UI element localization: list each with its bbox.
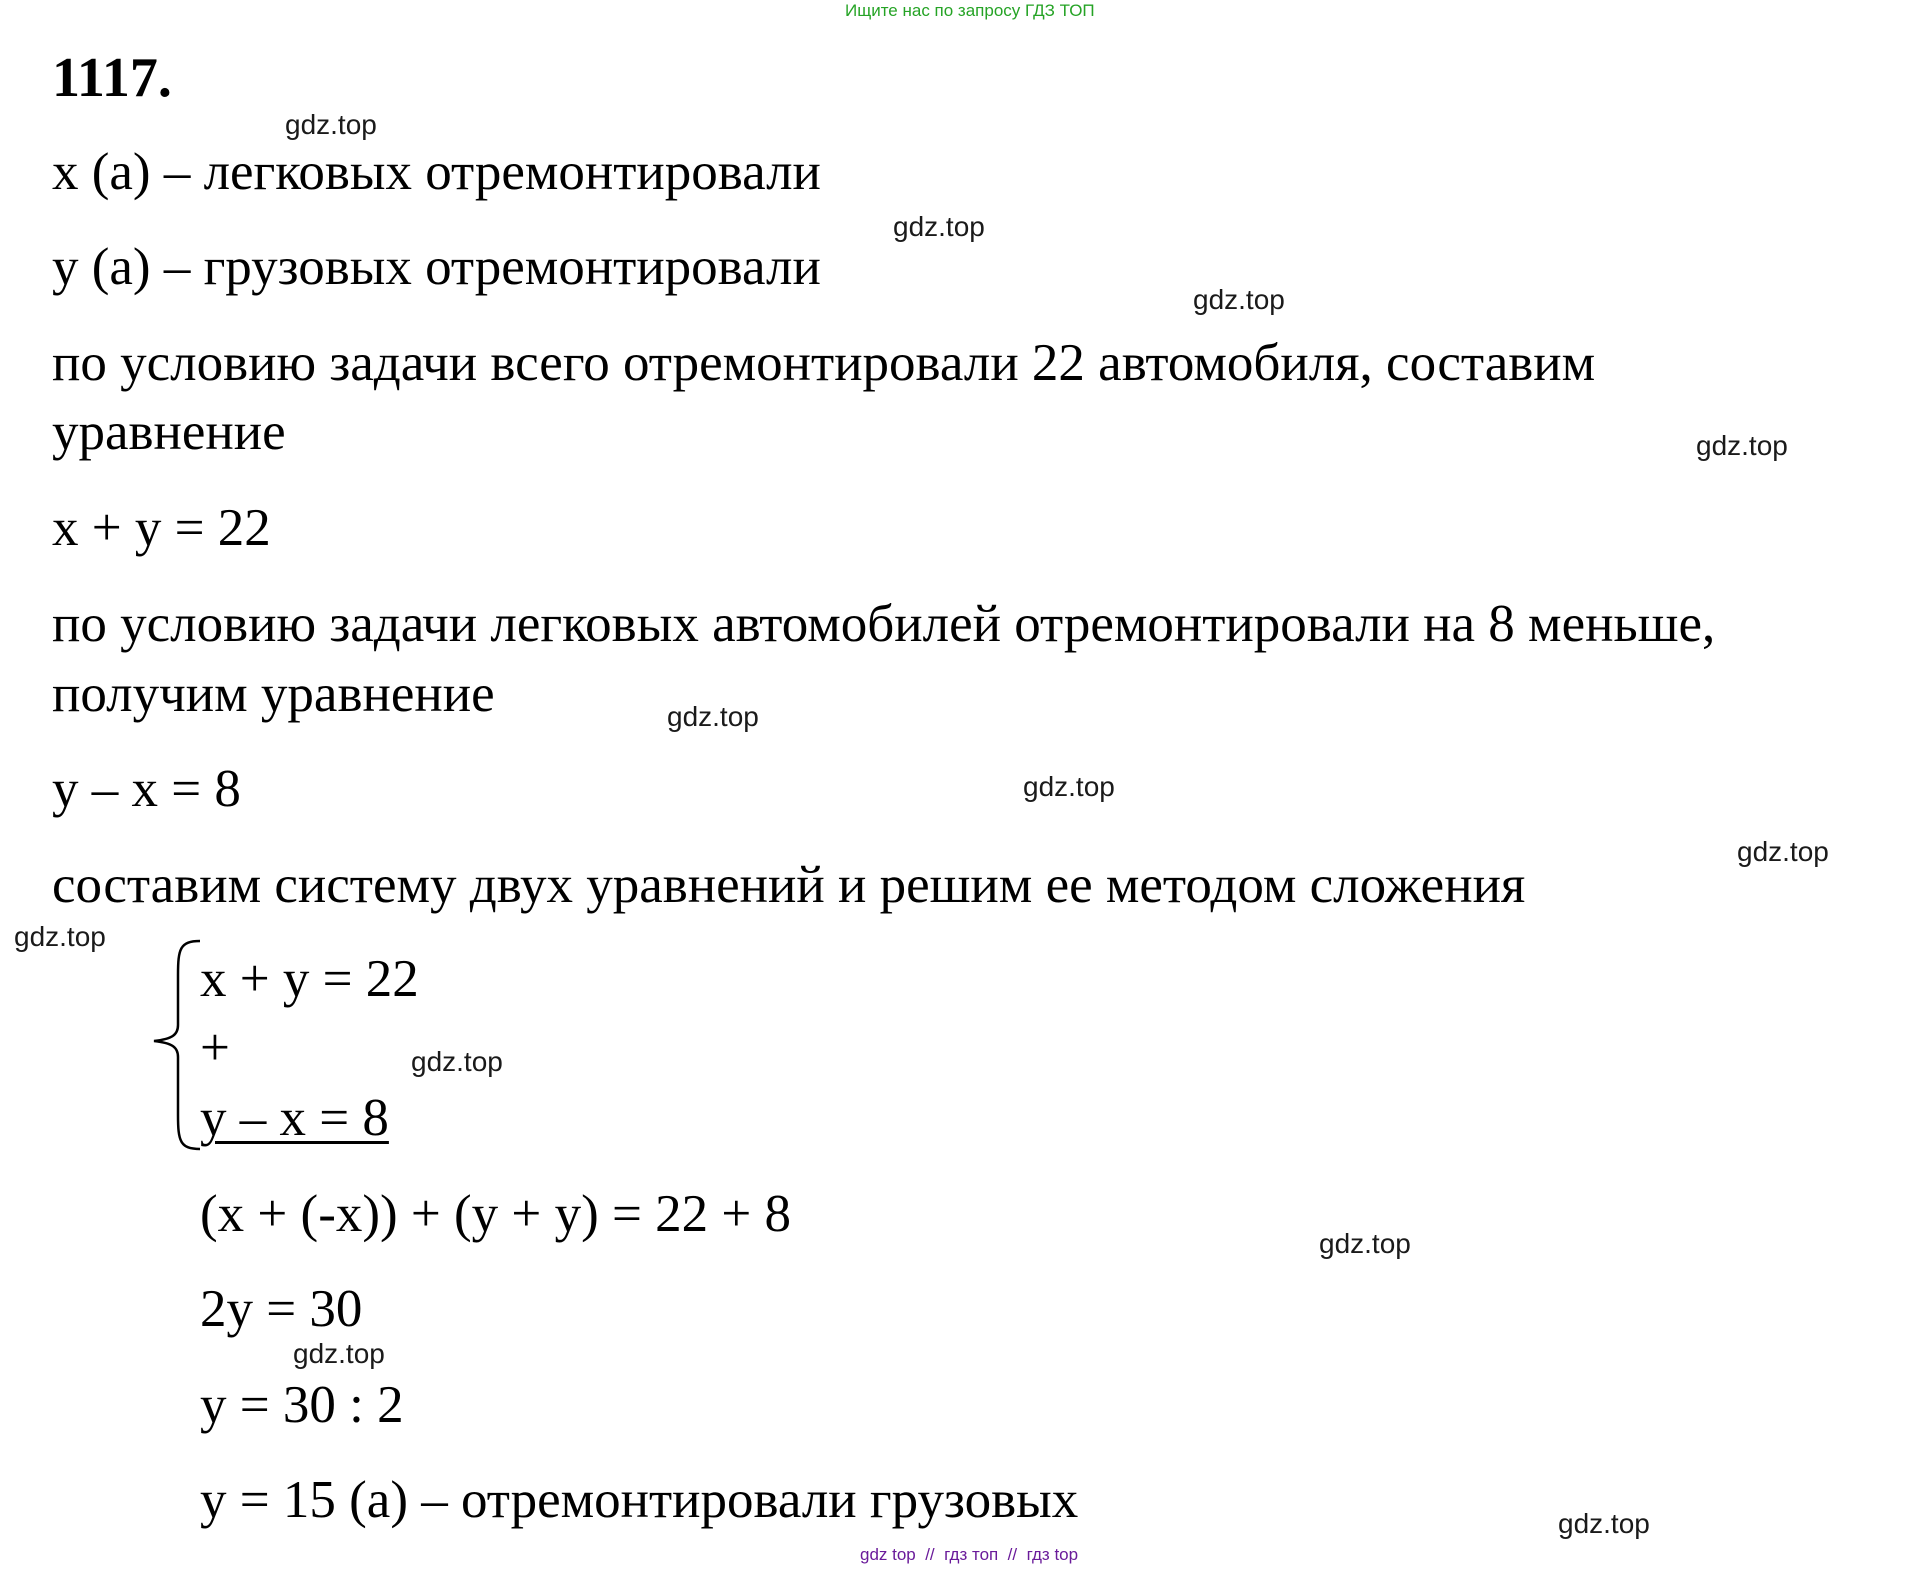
solution-step-3: y = 30 : 2 <box>200 1376 404 1434</box>
watermark: gdz.top <box>1558 1508 1650 1539</box>
watermark: gdz.top <box>1023 771 1115 802</box>
system-brace <box>148 935 208 1155</box>
line-condition-difference-cont: получим уравнение <box>52 665 495 723</box>
watermark: gdz.top <box>667 701 759 732</box>
watermark: gdz.top <box>1737 836 1829 867</box>
solution-step-1: (x + (-x)) + (y + y) = 22 + 8 <box>200 1185 791 1243</box>
watermark: gdz.top <box>14 921 106 952</box>
watermark: gdz.top <box>1696 430 1788 461</box>
problem-number: 1117. <box>52 47 172 109</box>
search-hint: Ищите нас по запросу ГДЗ ТОП <box>845 1 1095 20</box>
solution-step-2: 2y = 30 <box>200 1280 363 1338</box>
watermark: gdz.top <box>285 109 377 140</box>
solution-step-4: y = 15 (a) – отремонтировали грузовых <box>200 1471 1079 1529</box>
equation-sum: x + y = 22 <box>52 499 271 557</box>
line-system-intro: составим систему двух уравнений и решим ее методом сложения <box>52 856 1526 914</box>
system-equation-2: y – x = 8 <box>200 1089 389 1147</box>
line-condition-total: по условию задачи всего отремонтировали 22 автомобиля, составим <box>52 334 1596 392</box>
watermark: gdz.top <box>411 1046 503 1077</box>
watermark: gdz.top <box>1319 1228 1411 1259</box>
line-condition-total-cont: уравнение <box>52 403 286 461</box>
line-variable-y: y (a) – грузовых отремонтировали <box>52 238 821 296</box>
footer-links: gdz top // гдз топ // гдз top <box>860 1545 1079 1564</box>
line-variable-x: x (a) – легковых отремонтировали <box>52 143 821 201</box>
watermark: gdz.top <box>1193 284 1285 315</box>
watermark: gdz.top <box>893 211 985 242</box>
system-plus-sign: + <box>200 1019 230 1077</box>
system-equation-1: x + y = 22 <box>200 950 419 1008</box>
equation-difference: y – x = 8 <box>52 760 241 818</box>
line-condition-difference: по условию задачи легковых автомобилей отремонтировали на 8 меньше, <box>52 595 1716 653</box>
watermark: gdz.top <box>293 1338 385 1369</box>
